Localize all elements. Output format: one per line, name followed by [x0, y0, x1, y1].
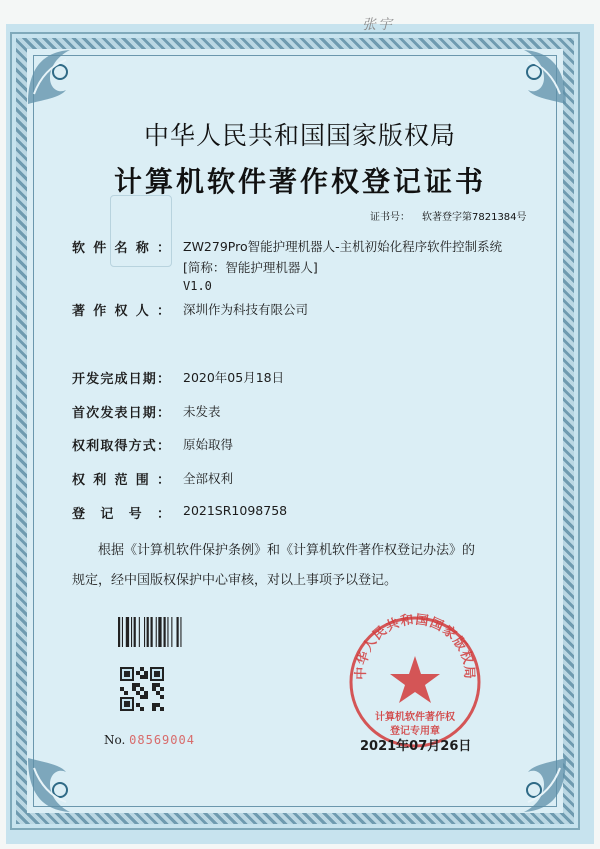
field-value-publish-date: 未发表 — [183, 404, 221, 419]
qr-code-icon — [120, 667, 164, 711]
seal-star-icon — [390, 656, 440, 703]
certificate-number — [370, 208, 527, 223]
issuer-title: 中华人民共和国国家版权局 — [143, 121, 456, 150]
corner-ornament-icon — [20, 750, 90, 820]
field-label-registration-no: 登 记 号 ： — [72, 507, 170, 522]
certificate-title: 计算机软件著作权登记证书 — [113, 165, 486, 198]
field-value-acquisition: 原始取得 — [183, 437, 234, 452]
field-label-scope: 权 利 范 围 ： — [72, 473, 170, 488]
seal-line-2: 登记专用章 — [390, 726, 440, 737]
corner-ornament-icon — [504, 750, 574, 820]
corner-ornament-icon — [504, 42, 574, 112]
field-label-acquisition: 权 利 取 得 方 式 ： — [72, 439, 170, 454]
barcode-icon — [118, 617, 198, 647]
statement-line-2: 规定，经中国版权保护中心审核，对以上事项予以登记。 — [72, 573, 398, 588]
seal-line-1: 计算机软件著作权 — [375, 712, 455, 723]
issue-date: 2021年07月26日 — [360, 739, 472, 754]
certificate-number-value: 软著登字第7821384号 — [422, 212, 527, 223]
handwritten-signature: 张宇 — [362, 17, 394, 33]
field-value-owner: 深圳作为科技有限公司 — [183, 302, 309, 317]
field-value-scope: 全部权利 — [183, 471, 234, 486]
field-label-owner: 著 作 权 人 ： — [72, 304, 170, 319]
watermark-emblem-icon — [110, 195, 172, 267]
software-short-name: [简称：智能护理机器人] — [183, 260, 318, 275]
field-label-publish-date: 首 次 发 表 日 期 ： — [72, 406, 170, 421]
field-value-completion-date: 2020年05月18日 — [183, 370, 285, 385]
serial-prefix: No. — [104, 733, 126, 747]
field-label-completion-date: 开 发 完 成 日 期 ： — [72, 372, 170, 387]
corner-ornament-icon — [20, 42, 90, 112]
serial-value: 08569004 — [129, 733, 195, 747]
serial-number — [104, 733, 195, 747]
certification-statement — [72, 536, 540, 596]
software-full-name: ZW279Pro智能护理机器人-主机初始化程序软件控制系统 — [183, 239, 503, 254]
field-value-software-name — [183, 237, 502, 293]
certificate-number-label: 证书号： — [370, 212, 410, 223]
software-version: V1.0 — [183, 279, 212, 293]
seal-outer-text: 中华人民共和国国家版权局 — [353, 612, 477, 680]
field-label-software-name: 软 件 名 称 ： — [72, 241, 170, 256]
field-value-registration-no: 2021SR1098758 — [183, 503, 288, 518]
official-seal — [345, 612, 485, 752]
statement-line-1: 根据《计算机软件保护条例》和《计算机软件著作权登记办法》的 — [98, 543, 476, 558]
